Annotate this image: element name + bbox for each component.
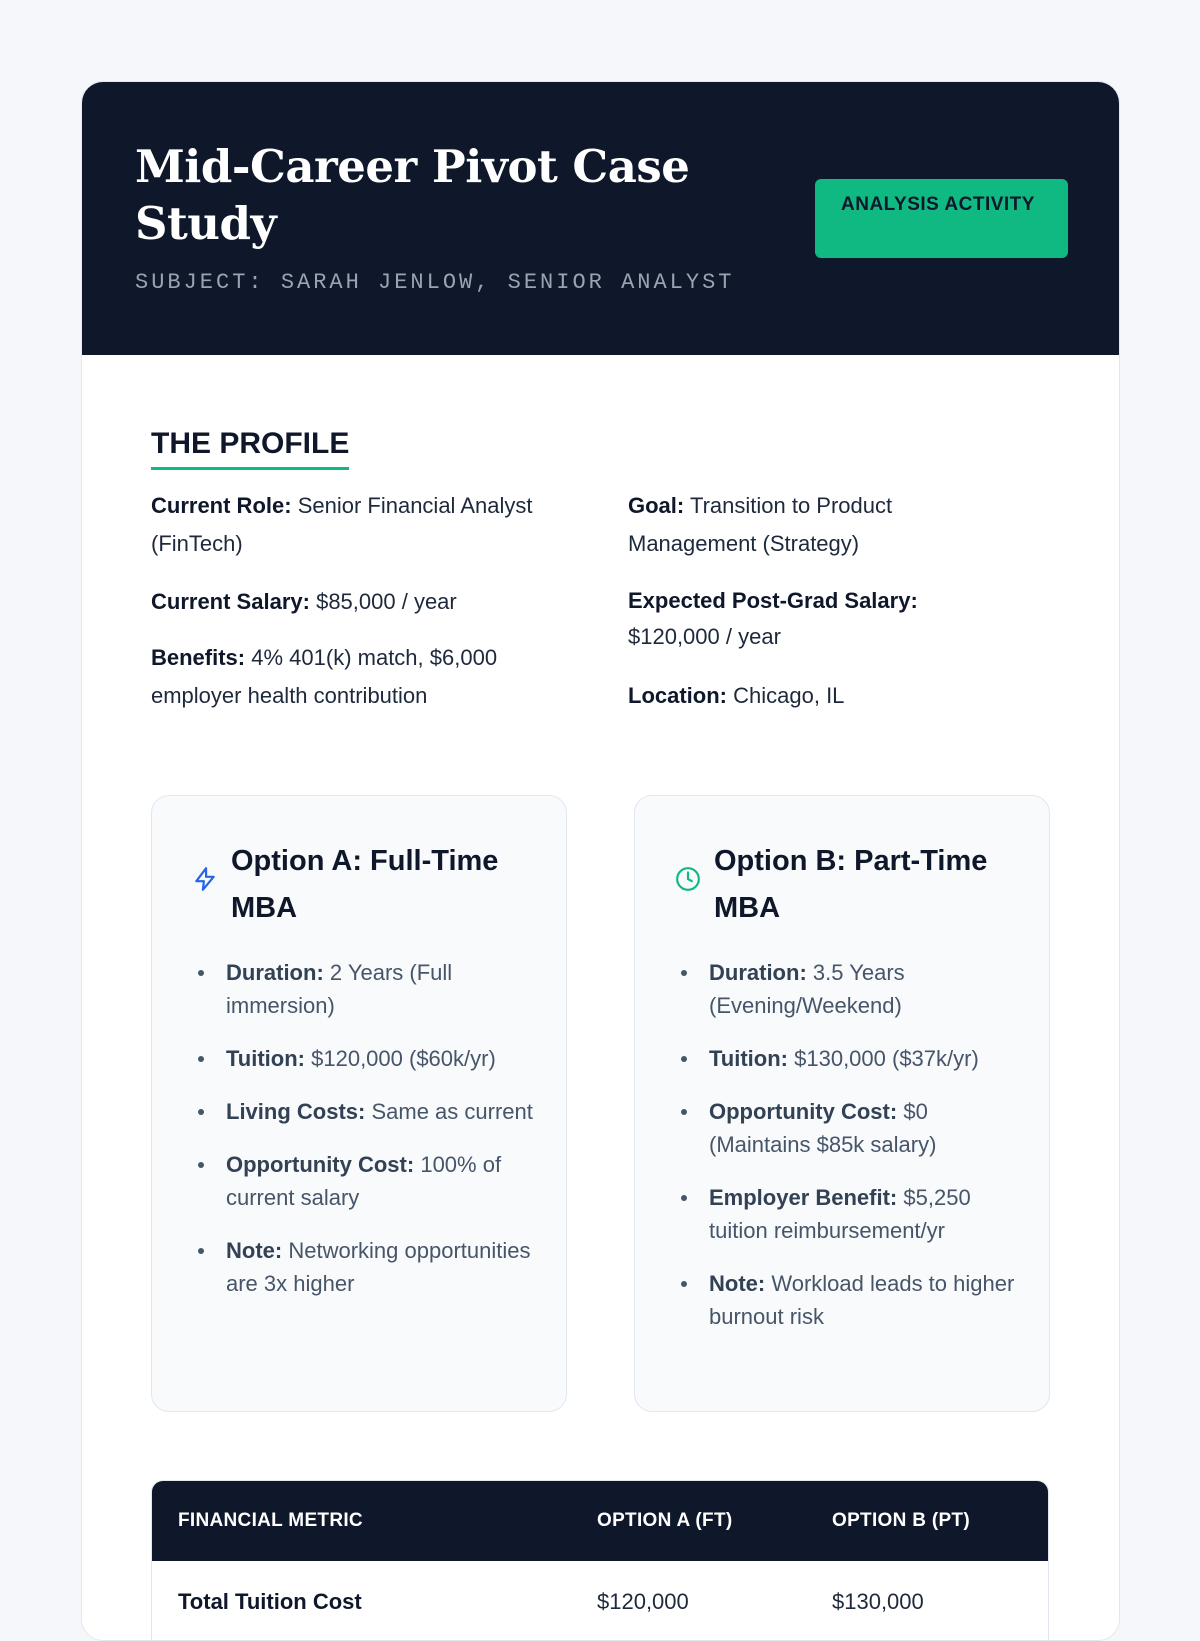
list-item bbox=[226, 1095, 542, 1128]
profile-current-salary bbox=[151, 583, 591, 621]
column-header-metric: FINANCIAL METRIC bbox=[178, 1510, 363, 1531]
table-cell-metric: Total Tuition Cost bbox=[178, 1589, 362, 1614]
profile-label: Current Salary: bbox=[151, 589, 310, 614]
item-label: Duration: bbox=[709, 960, 807, 985]
item-label: Opportunity Cost: bbox=[709, 1099, 898, 1124]
list-item bbox=[709, 1181, 1025, 1247]
profile-label: Goal: bbox=[628, 493, 685, 518]
item-value: 100% of current salary bbox=[226, 1152, 502, 1210]
item-value: 2 Years (Full immersion) bbox=[226, 960, 453, 1018]
item-value: $130,000 ($37k/yr) bbox=[794, 1046, 979, 1071]
profile-location bbox=[628, 677, 958, 715]
list-item bbox=[709, 1042, 1025, 1075]
option-b-card bbox=[634, 795, 1050, 1412]
list-item bbox=[226, 1234, 542, 1300]
header bbox=[82, 82, 1119, 355]
profile-value: $120,000 / year bbox=[628, 624, 781, 649]
option-a-title: Option A: Full-Time MBA bbox=[231, 845, 499, 924]
profile-value: Transition to Product Management (Strategy) bbox=[628, 493, 893, 556]
list-item bbox=[226, 956, 542, 1022]
profile-value: Senior Financial Analyst (FinTech) bbox=[151, 493, 533, 556]
option-b-list bbox=[635, 956, 1025, 1353]
item-label: Employer Benefit: bbox=[709, 1185, 898, 1210]
profile-value: $85,000 / year bbox=[316, 589, 457, 614]
list-item bbox=[709, 956, 1025, 1022]
profile-label: Expected Post-Grad Salary: bbox=[628, 588, 918, 613]
item-value: $120,000 ($60k/yr) bbox=[311, 1046, 496, 1071]
profile-label: Location: bbox=[628, 683, 727, 708]
item-value: $0 (Maintains $85k salary) bbox=[709, 1099, 937, 1157]
item-label: Living Costs: bbox=[226, 1099, 366, 1124]
item-value: 3.5 Years (Evening/Weekend) bbox=[709, 960, 905, 1018]
profile-goal bbox=[628, 487, 958, 563]
option-a-card bbox=[151, 795, 567, 1412]
profile-value: 4% 401(k) match, $6,000 employer health contribution bbox=[151, 645, 498, 708]
item-value: $5,250 tuition reimbursement/yr bbox=[709, 1185, 971, 1243]
item-label: Opportunity Cost: bbox=[226, 1152, 415, 1177]
item-label: Tuition: bbox=[226, 1046, 305, 1071]
profile-label: Current Role: bbox=[151, 493, 292, 518]
item-label: Tuition: bbox=[709, 1046, 788, 1071]
list-item bbox=[709, 1095, 1025, 1161]
option-b-title: Option B: Part-Time MBA bbox=[714, 845, 988, 924]
list-item bbox=[226, 1148, 542, 1214]
list-item bbox=[709, 1267, 1025, 1333]
financial-table bbox=[151, 1480, 1049, 1641]
subject-line: SUBJECT: SARAH JENLOW, SENIOR ANALYST bbox=[135, 270, 735, 295]
profile-expected-salary bbox=[628, 583, 958, 655]
list-item bbox=[226, 1042, 542, 1075]
column-header-option-b: OPTION B (PT) bbox=[832, 1510, 970, 1531]
profile-benefits bbox=[151, 639, 571, 715]
option-a-list bbox=[152, 956, 542, 1320]
item-value: Same as current bbox=[371, 1099, 533, 1124]
table-header bbox=[152, 1481, 1048, 1561]
profile-current-role bbox=[151, 487, 591, 563]
item-label: Note: bbox=[709, 1271, 766, 1296]
table-cell-option-a: $120,000 bbox=[597, 1589, 689, 1614]
item-value: Workload leads to higher burnout risk bbox=[709, 1271, 1015, 1329]
profile-heading: THE PROFILE bbox=[151, 427, 349, 470]
clock-icon bbox=[675, 866, 701, 892]
lightning-icon bbox=[192, 866, 218, 892]
item-label: Duration: bbox=[226, 960, 324, 985]
profile-label: Benefits: bbox=[151, 645, 246, 670]
table-cell-option-b: $130,000 bbox=[832, 1589, 924, 1614]
page-title: Mid-Career Pivot Case Study bbox=[135, 140, 690, 250]
activity-badge: ANALYSIS ACTIVITY bbox=[815, 179, 1068, 258]
case-study-card bbox=[81, 81, 1120, 1641]
profile-value: Chicago, IL bbox=[733, 683, 845, 708]
column-header-option-a: OPTION A (FT) bbox=[597, 1510, 733, 1531]
item-label: Note: bbox=[226, 1238, 283, 1263]
item-value: Networking opportunities are 3x higher bbox=[226, 1238, 531, 1296]
